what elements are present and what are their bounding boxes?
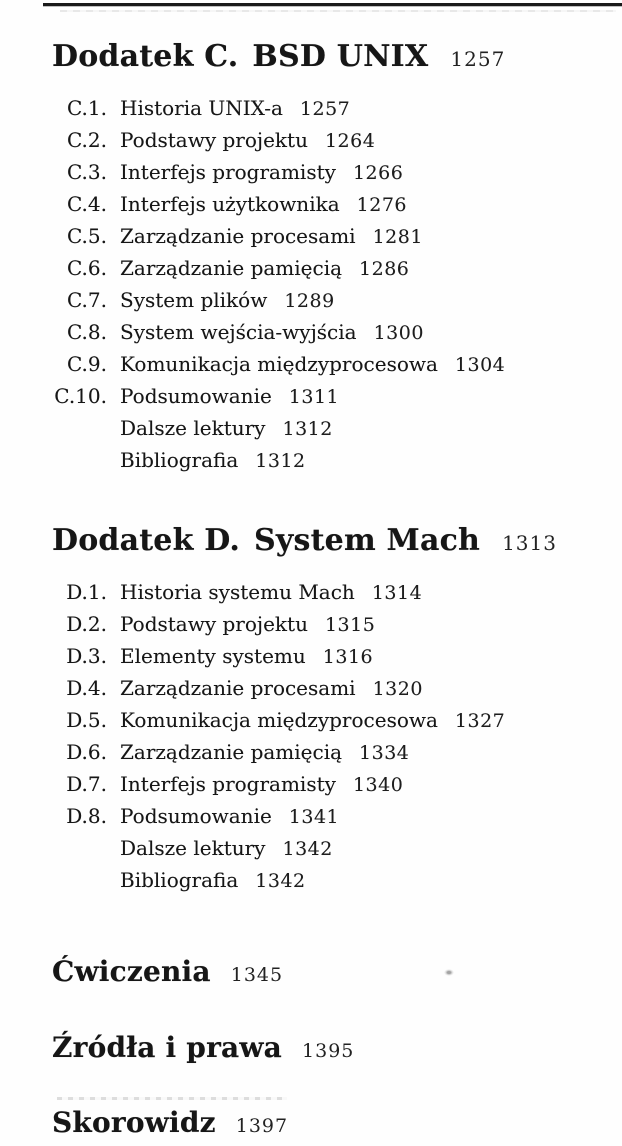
entry-page: 1312: [255, 450, 306, 472]
entry-label: D.7.: [66, 772, 107, 796]
entry-title: Zarządzanie procesami: [120, 676, 356, 700]
toc-entry: [52, 865, 622, 897]
entry-label: C.3.: [66, 160, 107, 184]
tail-heading-cwiczenia: [52, 956, 622, 991]
toc-entry: [52, 349, 622, 381]
entry-page: 1312: [282, 418, 333, 440]
toc-entry: [52, 673, 622, 705]
entry-label: C.6.: [66, 256, 107, 280]
entry-title: Komunikacja międzyprocesowa: [120, 708, 438, 732]
entry-title: Zarządzanie pamięcią: [120, 256, 343, 280]
chapter-title: BSD UNIX: [252, 39, 429, 74]
toc-entry: [52, 285, 622, 317]
entry-title: Bibliografia: [120, 448, 239, 472]
entry-title: System plików: [120, 288, 268, 312]
toc-entry: [52, 413, 622, 445]
entry-page: 1334: [359, 742, 410, 764]
entry-page: 1286: [359, 258, 410, 280]
top-rule-scan-echo: [60, 10, 616, 12]
entry-title: Dalsze lektury: [120, 416, 266, 440]
toc-entry: [52, 769, 622, 801]
chapter-page-number: 1257: [450, 47, 506, 71]
toc-entry: [52, 801, 622, 833]
toc-entry: [52, 93, 622, 125]
section-heading-dodatek-c: [52, 40, 622, 76]
entry-page: 1304: [454, 354, 506, 376]
toc-entry: [52, 381, 622, 413]
entry-label: D.5.: [66, 708, 107, 732]
entry-label: D.6.: [66, 740, 107, 764]
toc-entry: [52, 317, 622, 349]
tail-heading-title: Ćwiczenia: [52, 955, 211, 988]
toc-entry: [52, 189, 622, 221]
entry-page: 1266: [352, 162, 404, 184]
entry-label: D.2.: [66, 612, 107, 636]
chapter-number: Dodatek D.: [52, 523, 241, 558]
entry-label: C.4.: [66, 192, 107, 216]
entry-title: Zarządzanie pamięcią: [120, 740, 343, 764]
toc-entry: [52, 577, 622, 609]
entry-page: 1327: [454, 710, 506, 732]
entry-title: Elementy systemu: [120, 644, 306, 668]
tail-heading-page: 1397: [235, 1115, 289, 1137]
tail-heading-page: 1395: [302, 1040, 355, 1062]
toc-entry: [52, 445, 622, 477]
chapter-page-number: 1313: [502, 531, 557, 555]
entry-label: D.3.: [66, 644, 107, 668]
toc-entry: [52, 737, 622, 769]
entry-page: 1320: [372, 678, 423, 700]
entry-title: Zarządzanie procesami: [120, 224, 356, 248]
entry-title: Dalsze lektury: [120, 836, 266, 860]
entry-page: 1315: [324, 614, 376, 636]
entry-page: 1340: [352, 774, 404, 796]
entry-title: Interfejs programisty: [120, 772, 336, 796]
entry-label: D.8.: [66, 804, 107, 828]
entry-label: C.10.: [54, 384, 107, 408]
entry-title: Podsumowanie: [120, 384, 272, 408]
entry-page: 1276: [356, 194, 407, 216]
chapter-number: Dodatek C.: [52, 39, 239, 74]
entry-page: 1257: [299, 98, 351, 120]
entry-title: Podsumowanie: [120, 804, 272, 828]
entry-label: D.1.: [66, 580, 107, 604]
toc-entry: [52, 157, 622, 189]
entry-label: C.2.: [66, 128, 107, 152]
entry-page: 1289: [284, 290, 335, 312]
section-heading-dodatek-d: [52, 524, 622, 560]
entry-page: 1264: [324, 130, 376, 152]
toc-entry: [52, 641, 622, 673]
tail-heading-zrodla-i-prawa: [52, 1032, 622, 1067]
entry-title: System wejścia-wyjścia: [120, 320, 357, 344]
toc-entry: [52, 253, 622, 285]
toc-entry: [52, 125, 622, 157]
entry-page: 1316: [322, 646, 374, 668]
tail-heading-title: Źródła i prawa: [52, 1031, 283, 1064]
entry-label: C.8.: [66, 320, 107, 344]
entry-label: C.1.: [66, 96, 107, 120]
entry-title: Historia UNIX-a: [120, 96, 283, 120]
chapter-title: System Mach: [254, 523, 481, 558]
entry-title: Bibliografia: [120, 868, 239, 892]
entry-page: 1341: [288, 806, 340, 828]
entry-title: Komunikacja międzyprocesowa: [120, 352, 438, 376]
entry-label: C.9.: [66, 352, 107, 376]
entry-title: Historia systemu Mach: [120, 580, 355, 604]
toc-entry: [52, 609, 622, 641]
entry-title: Podstawy projektu: [120, 128, 308, 152]
entry-page: 1311: [288, 386, 340, 408]
tail-heading-page: 1345: [230, 964, 284, 986]
entry-label: C.5.: [66, 224, 107, 248]
tail-heading-title: Skorowidz: [52, 1106, 216, 1139]
tail-heading-skorowidz: [52, 1107, 622, 1142]
toc-entry: [52, 705, 622, 737]
toc-entries-dodatek-c: [52, 93, 622, 477]
toc-entry: [52, 221, 622, 253]
entry-page: 1314: [371, 582, 423, 604]
top-rule-divider: [43, 3, 622, 6]
scan-speck-artifact: [444, 969, 454, 976]
entry-page: 1342: [282, 838, 333, 860]
entry-title: Podstawy projektu: [120, 612, 308, 636]
toc-content: [52, 40, 622, 1142]
entry-page: 1281: [372, 226, 423, 248]
toc-entries-dodatek-d: [52, 577, 622, 897]
entry-page: 1342: [255, 870, 306, 892]
entry-label: D.4.: [66, 676, 107, 700]
entry-page: 1300: [373, 322, 424, 344]
entry-title: Interfejs użytkownika: [120, 192, 340, 216]
toc-entry: [52, 833, 622, 865]
entry-label: C.7.: [66, 288, 107, 312]
entry-title: Interfejs programisty: [120, 160, 336, 184]
scan-bleed-artifact: [57, 1097, 287, 1100]
